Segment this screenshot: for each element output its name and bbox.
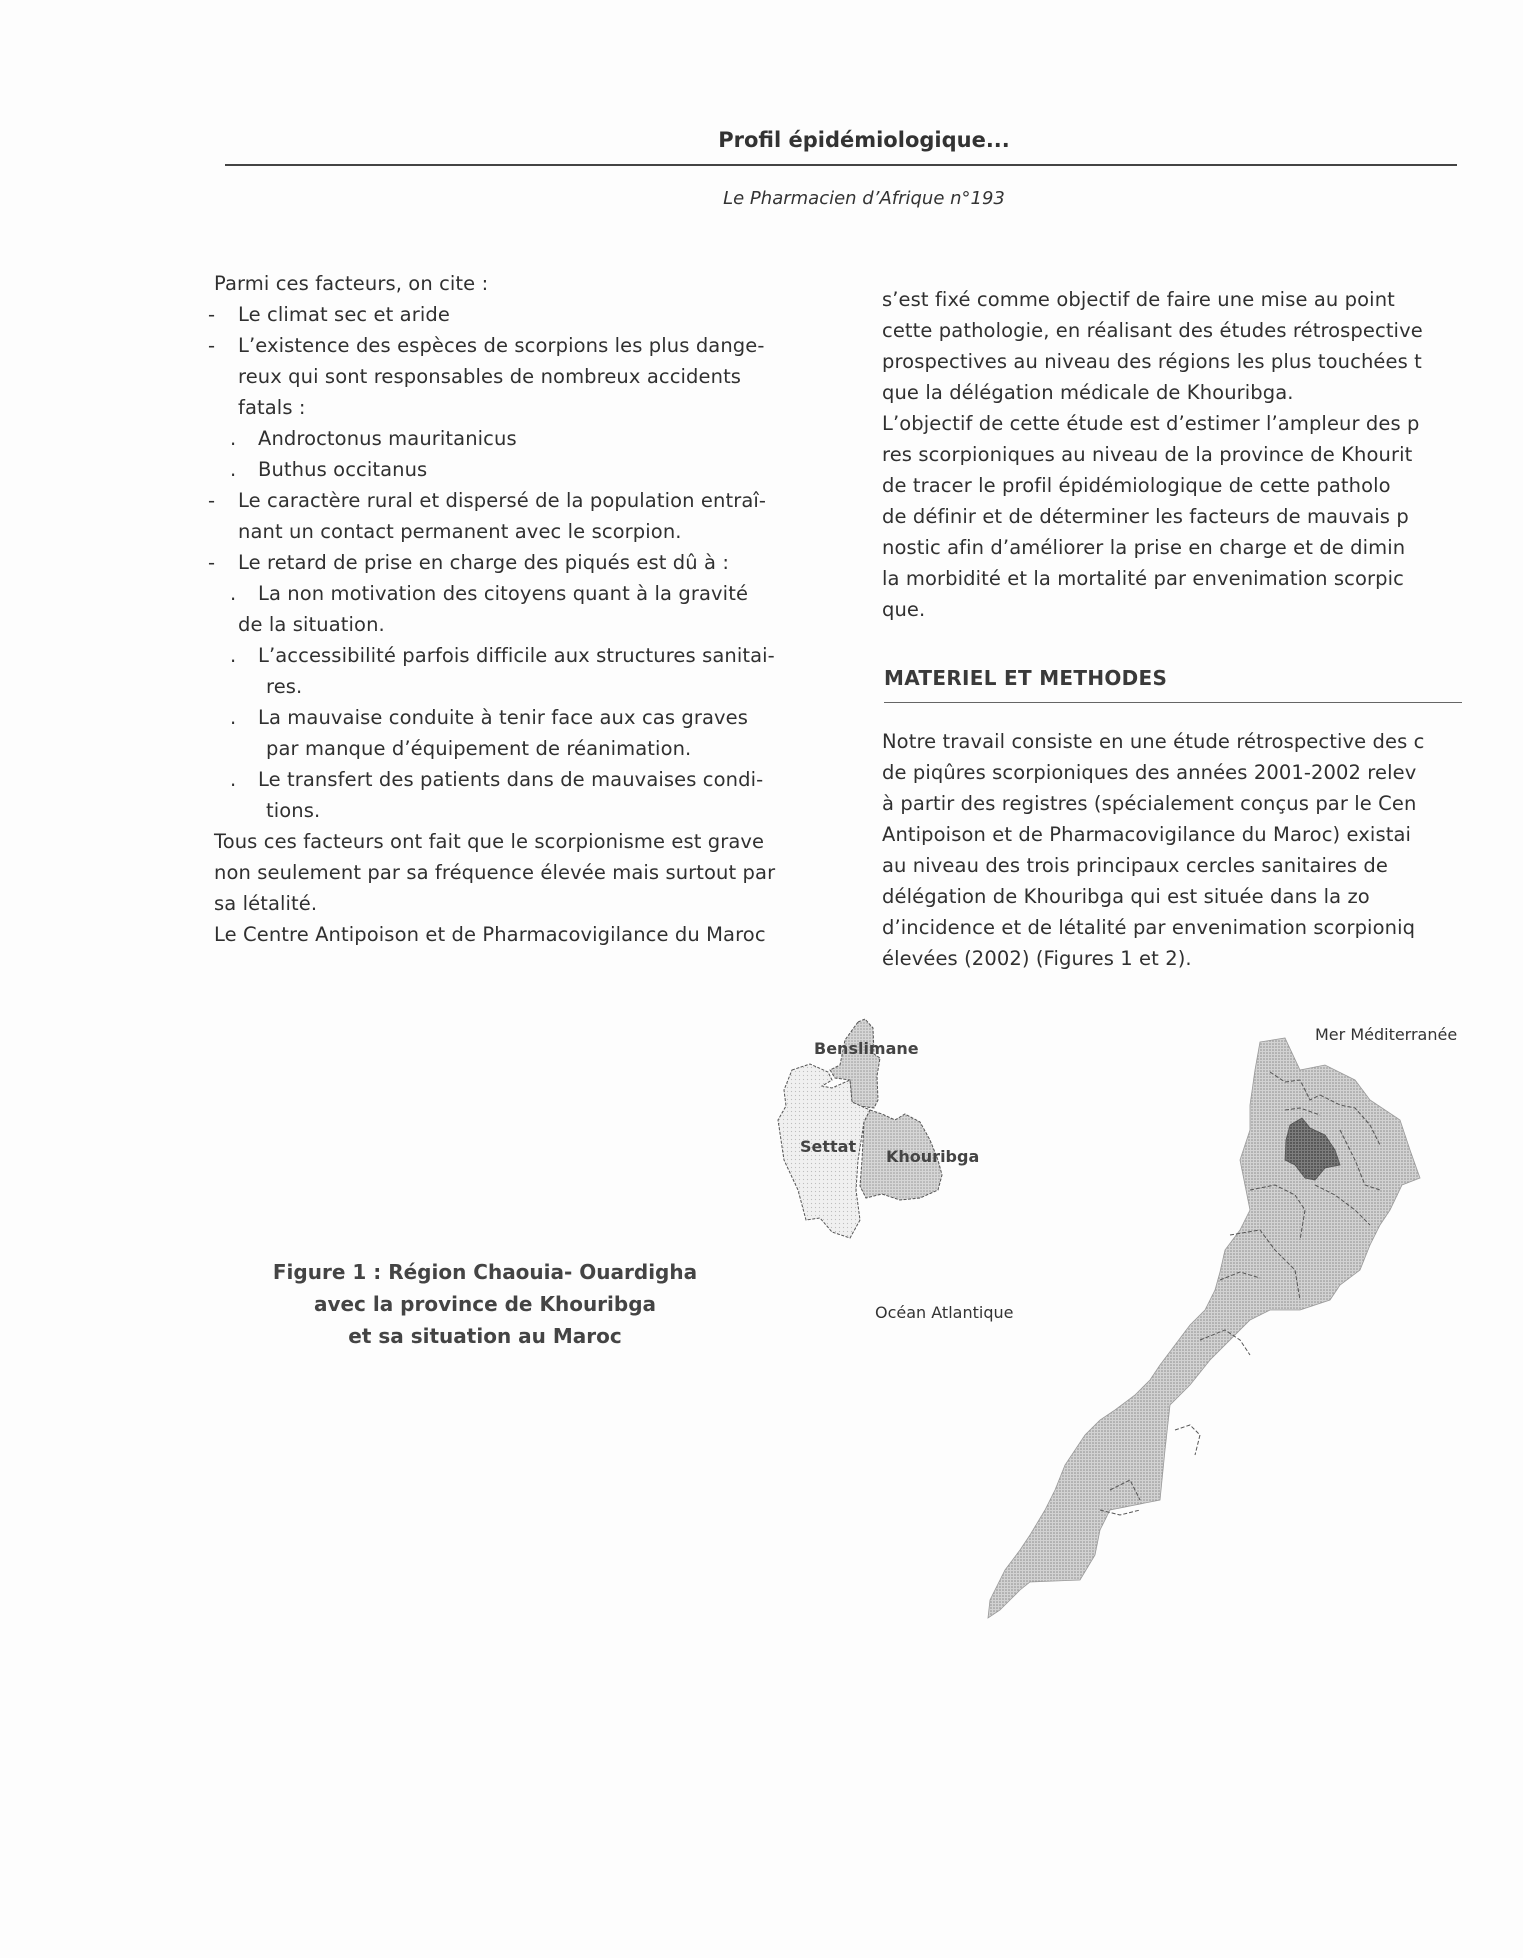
- text-line: [214, 454, 834, 485]
- label-atlantic: Océan Atlantique: [875, 1303, 1014, 1322]
- line-text: La mauvaise conduite à tenir face aux cas graves: [258, 706, 749, 729]
- left-column: [208, 268, 834, 950]
- dot-bullet: .: [230, 706, 237, 729]
- section-heading-rule: [884, 702, 1462, 703]
- text-line: [214, 268, 834, 299]
- text-line: à partir des registres (spécialement conçus par le Cen: [882, 792, 1417, 815]
- section-heading: MATERIEL ET METHODES: [884, 666, 1168, 690]
- line-text: Le caractère rural et dispersé de la population entraî-: [238, 489, 767, 512]
- text-line: [214, 516, 834, 547]
- text-line: d’incidence et de létalité par envenimation scorpioniq: [882, 916, 1416, 939]
- text-line: [214, 857, 834, 888]
- running-title: Profil épidémiologique...: [718, 128, 1010, 152]
- text-line: [214, 609, 834, 640]
- inset-label-benslimane: Benslimane: [814, 1039, 919, 1058]
- dash-bullet: -: [208, 551, 216, 574]
- line-text: Le climat sec et aride: [238, 303, 450, 326]
- line-text: La non motivation des citoyens quant à la gravité: [258, 582, 749, 605]
- line-text: L’existence des espèces de scorpions les plus dange-: [238, 334, 765, 357]
- dot-bullet: .: [230, 768, 237, 791]
- text-line: que la délégation médicale de Khouribga.: [882, 381, 1294, 404]
- morocco-land: [988, 1038, 1420, 1618]
- text-line: [214, 888, 834, 919]
- dash-bullet: -: [208, 489, 216, 512]
- text-line: [214, 733, 834, 764]
- line-text: fatals :: [238, 396, 306, 419]
- text-line: [214, 671, 834, 702]
- figure-caption: [240, 1256, 730, 1352]
- journal-reference: Le Pharmacien d’Afrique n°193: [723, 188, 1005, 209]
- morocco-map: [780, 1010, 1480, 1630]
- dot-bullet: .: [230, 582, 237, 605]
- text-line: Antipoison et de Pharmacovigilance du Maroc) existai: [882, 823, 1412, 846]
- dot-bullet: .: [230, 458, 237, 481]
- line-text: reux qui sont responsables de nombreux accidents: [238, 365, 742, 388]
- caption-line: Figure 1 : Région Chaouia- Ouardigha: [272, 1260, 698, 1284]
- line-text: Androctonus mauritanicus: [258, 427, 517, 450]
- caption-line: avec la province de Khouribga: [313, 1292, 657, 1316]
- text-line: [214, 423, 834, 454]
- text-line: [214, 826, 834, 857]
- text-line: s’est fixé comme objectif de faire une mise au point: [882, 288, 1395, 311]
- text-line: [214, 392, 834, 423]
- line-text: Le transfert des patients dans de mauvaises condi-: [258, 768, 764, 791]
- right-column-methods: [882, 726, 1462, 974]
- text-line: L’objectif de cette étude est d’estimer l’ampleur des p: [882, 412, 1420, 435]
- text-line: Notre travail consiste en une étude rétrospective des c: [882, 730, 1425, 753]
- right-column-intro: [882, 284, 1462, 625]
- text-line: [214, 795, 834, 826]
- inset-label-khouribga: Khouribga: [886, 1147, 980, 1166]
- text-line: [208, 547, 834, 578]
- dot-bullet: .: [230, 644, 237, 667]
- text-line: [214, 361, 834, 392]
- caption-line: et sa situation au Maroc: [348, 1324, 622, 1348]
- inset-label-settat: Settat: [800, 1137, 857, 1156]
- text-line: la morbidité et la mortalité par envenimation scorpic: [882, 567, 1404, 590]
- text-line: [214, 702, 834, 733]
- line-text: res.: [266, 675, 303, 698]
- dot-bullet: .: [230, 427, 237, 450]
- text-line: de tracer le profil épidémiologique de cette patholo: [882, 474, 1391, 497]
- text-line: res scorpioniques au niveau de la province de Khourit: [882, 443, 1413, 466]
- text-line: que.: [882, 598, 926, 621]
- text-line: délégation de Khouribga qui est située dans la zo: [882, 885, 1370, 908]
- line-text: L’accessibilité parfois difficile aux structures sanitai-: [258, 644, 775, 667]
- text-line: cette pathologie, en réalisant des études rétrospective: [882, 319, 1423, 342]
- line-text: Le Centre Antipoison et de Pharmacovigilance du Maroc: [214, 923, 766, 946]
- line-text: Parmi ces facteurs, on cite :: [214, 272, 489, 295]
- text-line: élevées (2002) (Figures 1 et 2).: [882, 947, 1192, 970]
- text-line: [208, 485, 834, 516]
- label-mediterranean: Mer Méditerranée: [1315, 1025, 1458, 1044]
- text-line: [214, 578, 834, 609]
- line-text: nant un contact permanent avec le scorpion.: [238, 520, 682, 543]
- text-line: [214, 640, 834, 671]
- line-text: Tous ces facteurs ont fait que le scorpionisme est grave: [214, 830, 765, 853]
- line-text: Le retard de prise en charge des piqués est dû à :: [238, 551, 729, 574]
- text-line: nostic afin d’améliorer la prise en charge et de dimin: [882, 536, 1406, 559]
- text-line: [208, 330, 834, 361]
- text-line: prospectives au niveau des régions les plus touchées t: [882, 350, 1422, 373]
- header-rule: [225, 164, 1457, 166]
- dash-bullet: -: [208, 303, 216, 326]
- text-line: [208, 299, 834, 330]
- dash-bullet: -: [208, 334, 216, 357]
- line-text: par manque d’équipement de réanimation.: [266, 737, 692, 760]
- text-line: au niveau des trois principaux cercles sanitaires de: [882, 854, 1388, 877]
- line-text: Buthus occitanus: [258, 458, 428, 481]
- line-text: sa létalité.: [214, 892, 318, 915]
- text-line: [214, 764, 834, 795]
- text-line: [214, 919, 834, 950]
- text-line: de piqûres scorpioniques des années 2001-2002 relev: [882, 761, 1417, 784]
- line-text: de la situation.: [238, 613, 385, 636]
- text-line: de définir et de déterminer les facteurs de mauvais p: [882, 505, 1409, 528]
- line-text: tions.: [266, 799, 321, 822]
- line-text: non seulement par sa fréquence élevée mais surtout par: [214, 861, 776, 884]
